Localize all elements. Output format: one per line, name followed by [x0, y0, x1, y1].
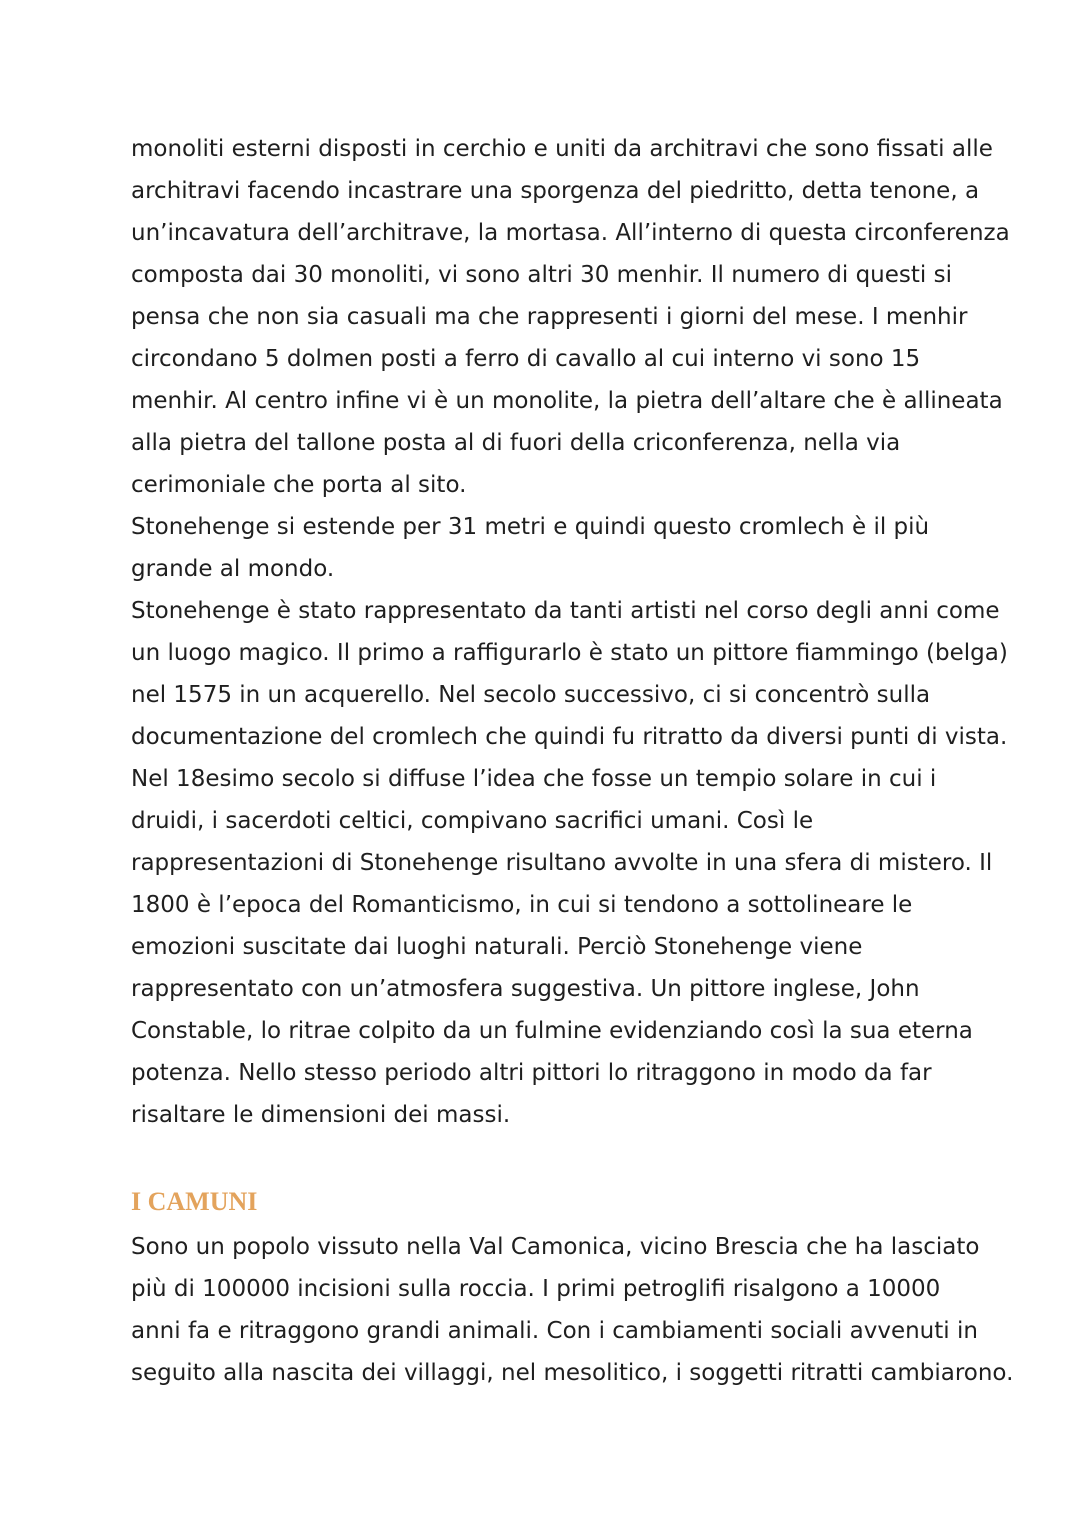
text-line: potenza. Nello stesso periodo altri pittori lo ritraggono in modo da far [131, 1060, 932, 1086]
text-line: grande al mondo. [131, 556, 335, 582]
text-line: seguito alla nascita dei villaggi, nel mesolitico, i soggetti ritratti cambiarono. [131, 1360, 1014, 1386]
text-line: architravi facendo incastrare una sporgenza del piedritto, detta tenone, a [131, 178, 980, 204]
text-line: composta dai 30 monoliti, vi sono altri 30 menhir. Il numero di questi si [131, 262, 952, 288]
text-line: risaltare le dimensioni dei massi. [131, 1102, 511, 1128]
text-line: Constable, lo ritrae colpito da un fulmine evidenziando così la sua eterna [131, 1018, 973, 1044]
text-line: nel 1575 in un acquerello. Nel secolo successivo, ci si concentrò sulla [131, 682, 931, 708]
text-line: un’incavatura dell’architrave, la mortasa. All’interno di questa circonferenza [131, 220, 1010, 246]
text-line: 1800 è l’epoca del Romanticismo, in cui si tendono a sottolineare le [131, 892, 913, 918]
text-line: anni fa e ritraggono grandi animali. Con i cambiamenti sociali avvenuti in [131, 1318, 978, 1344]
camuni-paragraph [131, 1226, 1014, 1394]
text-line: circondano 5 dolmen posti a ferro di cavallo al cui interno vi sono 15 [131, 346, 921, 372]
text-line: Nel 18esimo secolo si diffuse l’idea che fosse un tempio solare in cui i [131, 766, 937, 792]
text-line: documentazione del cromlech che quindi fu ritratto da diversi punti di vista. [131, 724, 1008, 750]
text-line: alla pietra del tallone posta al di fuori della criconferenza, nella via [131, 430, 901, 456]
text-line: monoliti esterni disposti in cerchio e uniti da architravi che sono fissati alle [131, 136, 993, 162]
text-line: un luogo magico. Il primo a raffigurarlo è stato un pittore fiammingo (belga) [131, 640, 1008, 666]
text-line: rappresentazioni di Stonehenge risultano avvolte in una sfera di mistero. Il [131, 850, 993, 876]
text-line: menhir. Al centro infine vi è un monolite, la pietra dell’altare che è allineata [131, 388, 1003, 414]
text-line: rappresentato con un’atmosfera suggestiva. Un pittore inglese, John [131, 976, 920, 1002]
text-line: Sono un popolo vissuto nella Val Camonica, vicino Brescia che ha lasciato [131, 1234, 980, 1260]
text-line: pensa che non sia casuali ma che rappresenti i giorni del mese. I menhir [131, 304, 968, 330]
text-line: cerimoniale che porta al sito. [131, 472, 467, 498]
section-heading: I CAMUNI [131, 1187, 258, 1216]
text-line: emozioni suscitate dai luoghi naturali. Perciò Stonehenge viene [131, 934, 863, 960]
text-line: più di 100000 incisioni sulla roccia. I primi petroglifi risalgono a 10000 [131, 1276, 941, 1302]
stonehenge-paragraphs [131, 128, 1010, 1136]
text-line: druidi, i sacerdoti celtici, compivano sacrifici umani. Così le [131, 808, 814, 834]
text-line: Stonehenge è stato rappresentato da tanti artisti nel corso degli anni come [131, 598, 1000, 624]
text-line: Stonehenge si estende per 31 metri e quindi questo cromlech è il più [131, 514, 930, 540]
